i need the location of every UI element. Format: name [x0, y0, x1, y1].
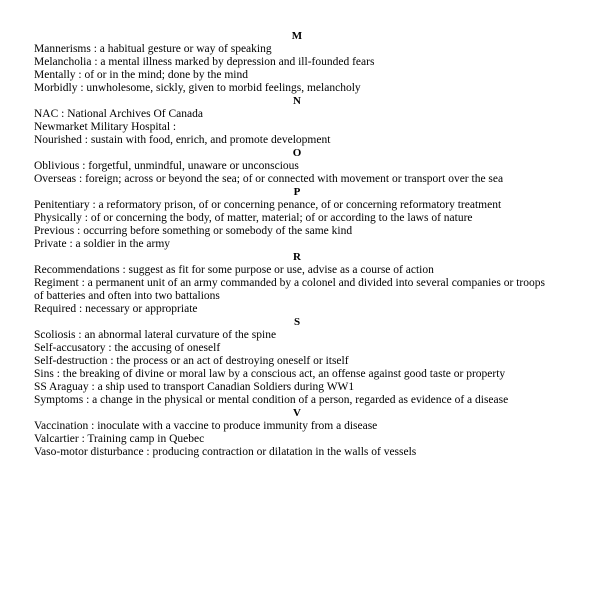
glossary-entry: NAC : National Archives Of Canada — [34, 108, 203, 120]
glossary-entry: Symptoms : a change in the physical or mental condition of a person, regarded as evidence of a disease — [34, 394, 509, 406]
glossary-entry: Vaso-motor disturbance : producing contraction or dilatation in the walls of vessels — [34, 446, 417, 458]
glossary-section-v — [0, 407, 600, 459]
glossary-entry: Self-accusatory : the accusing of oneself — [34, 342, 221, 354]
glossary-entry: Nourished : sustain with food, enrich, and promote development — [34, 134, 331, 146]
glossary-entry: Regiment : a permanent unit of an army commanded by a colonel and divided into several companies or troops of batteries and often into two battalions — [34, 277, 545, 302]
glossary-entry: Penitentiary : a reformatory prison, of or concerning penance, of or concerning reformatory treatment — [34, 199, 502, 211]
glossary-entry-list — [0, 420, 600, 459]
glossary-content — [0, 30, 600, 459]
glossary-entry: Vaccination : inoculate with a vaccine to produce immunity from a disease — [34, 420, 378, 432]
section-heading-m: M — [291, 30, 303, 42]
glossary-entry: Physically : of or concerning the body, of matter, material; of or according to the laws of nature — [34, 212, 473, 224]
section-heading-r: R — [293, 251, 301, 263]
glossary-entry: Morbidly : unwholesome, sickly, given to morbid feelings, melancholy — [34, 82, 361, 94]
glossary-entry: Mentally : of or in the mind; done by the mind — [34, 69, 248, 81]
glossary-section-m — [0, 30, 600, 95]
glossary-entry: Previous : occurring before something or somebody of the same kind — [34, 225, 353, 237]
glossary-entry: SS Araguay : a ship used to transport Canadian Soldiers during WW1 — [34, 381, 355, 393]
glossary-entry-list — [0, 160, 600, 186]
glossary-entry-list — [0, 264, 600, 316]
glossary-entry: Private : a soldier in the army — [34, 238, 171, 250]
glossary-entry: Oblivious : forgetful, unmindful, unaware or unconscious — [34, 160, 299, 172]
glossary-section-s — [0, 316, 600, 407]
glossary-section-o — [0, 147, 600, 186]
glossary-entry-list — [0, 108, 600, 147]
glossary-entry: Recommendations : suggest as fit for some purpose or use, advise as a course of action — [34, 264, 434, 276]
glossary-section-r — [0, 251, 600, 316]
glossary-entry: Melancholia : a mental illness marked by depression and ill-founded fears — [34, 56, 375, 68]
glossary-entry: Mannerisms : a habitual gesture or way of speaking — [34, 43, 272, 55]
glossary-entry: Scoliosis : an abnormal lateral curvature of the spine — [34, 329, 277, 341]
glossary-entry-list — [0, 199, 600, 251]
glossary-section-p — [0, 186, 600, 251]
glossary-entry-list — [0, 329, 600, 407]
glossary-entry: Required : necessary or appropriate — [34, 303, 198, 315]
glossary-entry: Overseas : foreign; across or beyond the sea; of or connected with movement or transport over the sea — [34, 173, 504, 185]
glossary-section-n — [0, 95, 600, 147]
section-heading-s: S — [293, 316, 301, 328]
glossary-entry-list — [0, 43, 600, 95]
section-heading-n: N — [293, 95, 301, 107]
section-heading-v: V — [293, 407, 301, 419]
glossary-entry: Newmarket Military Hospital : — [34, 121, 177, 133]
section-heading-o: O — [292, 147, 302, 159]
glossary-entry: Sins : the breaking of divine or moral law by a conscious act, an offense against good taste or property — [34, 368, 506, 380]
glossary-entry: Valcartier : Training camp in Quebec — [34, 433, 205, 445]
glossary-entry: Self-destruction : the process or an act of destroying oneself or itself — [34, 355, 349, 367]
section-heading-p: P — [293, 186, 301, 198]
